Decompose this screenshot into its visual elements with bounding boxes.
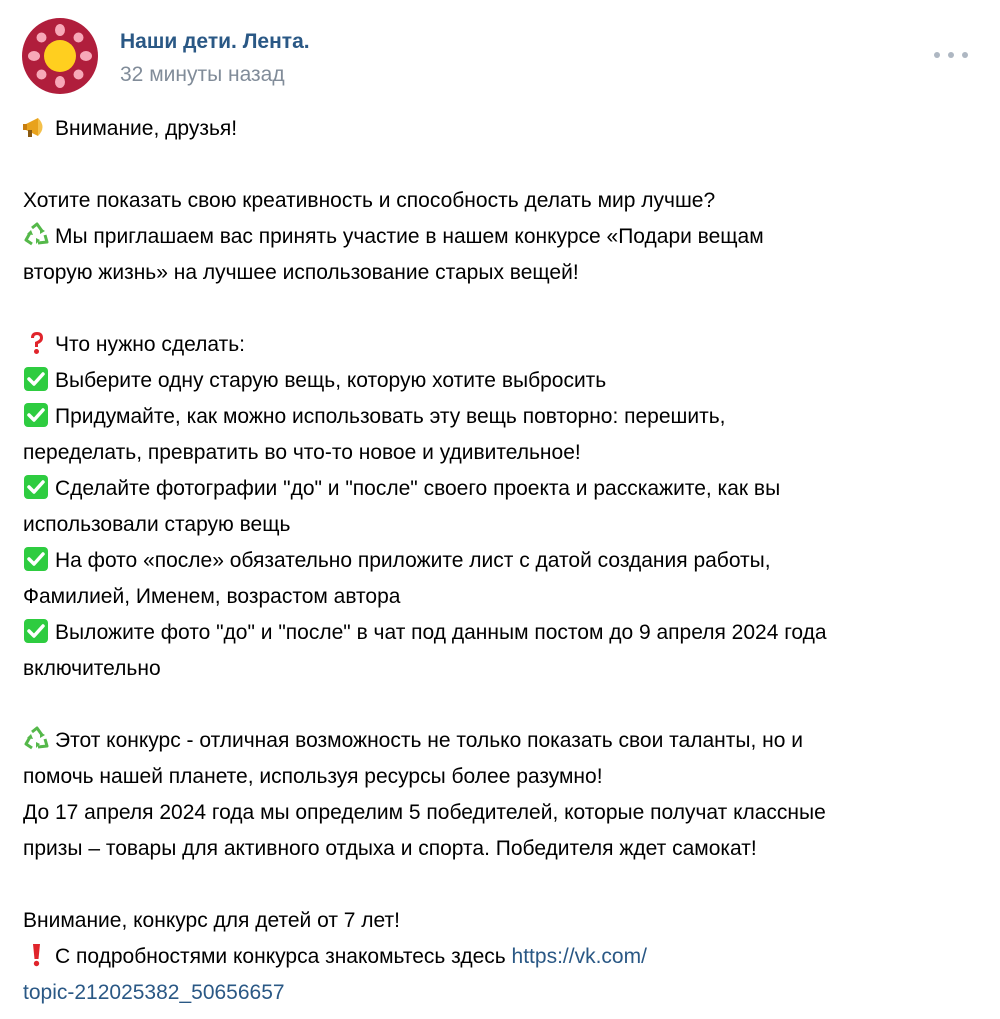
check-mark-icon [23,402,51,428]
check-mark-icon [23,366,51,392]
text-line: использовали старую вещь [23,513,291,536]
blank-line [23,687,973,723]
text-line: включительно [23,657,161,680]
text-line: призы – товары для активного отдыха и спорта. Победителя ждет самокат! [23,837,757,860]
text-line: Фамилией, Именем, возрастом автора [23,585,401,608]
megaphone-icon [23,114,51,140]
recycle-icon [23,726,51,752]
blank-line [23,867,973,903]
text-line: На фото «после» обязательно приложите лист с датой создания работы, [23,543,973,579]
blank-line [23,147,973,183]
sun-logo-icon [22,18,98,94]
avatar[interactable] [22,18,98,94]
text-line: помочь нашей планете, используя ресурсы более разумно! [23,765,603,788]
text-line: До 17 апреля 2024 года мы определим 5 победителей, которые получат классные [23,801,826,824]
check-mark-icon [23,618,51,644]
question-mark-icon [23,330,51,356]
text-line: С подробностями конкурса знакомьтесь здесь https://vk.com/ [23,939,973,975]
post-header [22,18,978,94]
blank-line [23,291,973,327]
text-line: Этот конкурс - отличная возможность не только показать свои таланты, но и [23,723,973,759]
text-line: Выберите одну старую вещь, которую хотите выбросить [23,363,973,399]
post-time[interactable]: 32 минуты назад [120,63,285,86]
text-line: Что нужно сделать: [23,327,973,363]
more-dots-icon[interactable] [934,44,968,64]
post-author[interactable]: Наши дети. Лента. [120,30,310,53]
check-mark-icon [23,546,51,572]
post-text [23,111,973,1011]
text-line: Сделайте фотографии "до" и "после" своего проекта и расскажите, как вы [23,471,973,507]
text-line: Мы приглашаем вас принять участие в нашем конкурсе «Подари вещам [23,219,973,255]
recycle-icon [23,222,51,248]
text-line: Внимание, друзья! [23,111,973,147]
contest-details-link-continued[interactable]: topic-212025382_50656657 [23,981,285,1004]
contest-details-link[interactable]: https://vk.com/ [511,945,647,968]
check-mark-icon [23,474,51,500]
text-line: Выложите фото "до" и "после" в чат под данным постом до 9 апреля 2024 года [23,615,973,651]
text-line: Внимание, конкурс для детей от 7 лет! [23,909,400,932]
text-line: Придумайте, как можно использовать эту вещь повторно: перешить, [23,399,973,435]
exclamation-mark-icon [23,942,51,968]
text-line: вторую жизнь» на лучшее использование старых вещей! [23,261,579,284]
text-line [23,975,973,1011]
text-line: переделать, превратить во что-то новое и удивительное! [23,441,581,464]
text-line: Хотите показать свою креативность и способность делать мир лучше? [23,189,716,212]
